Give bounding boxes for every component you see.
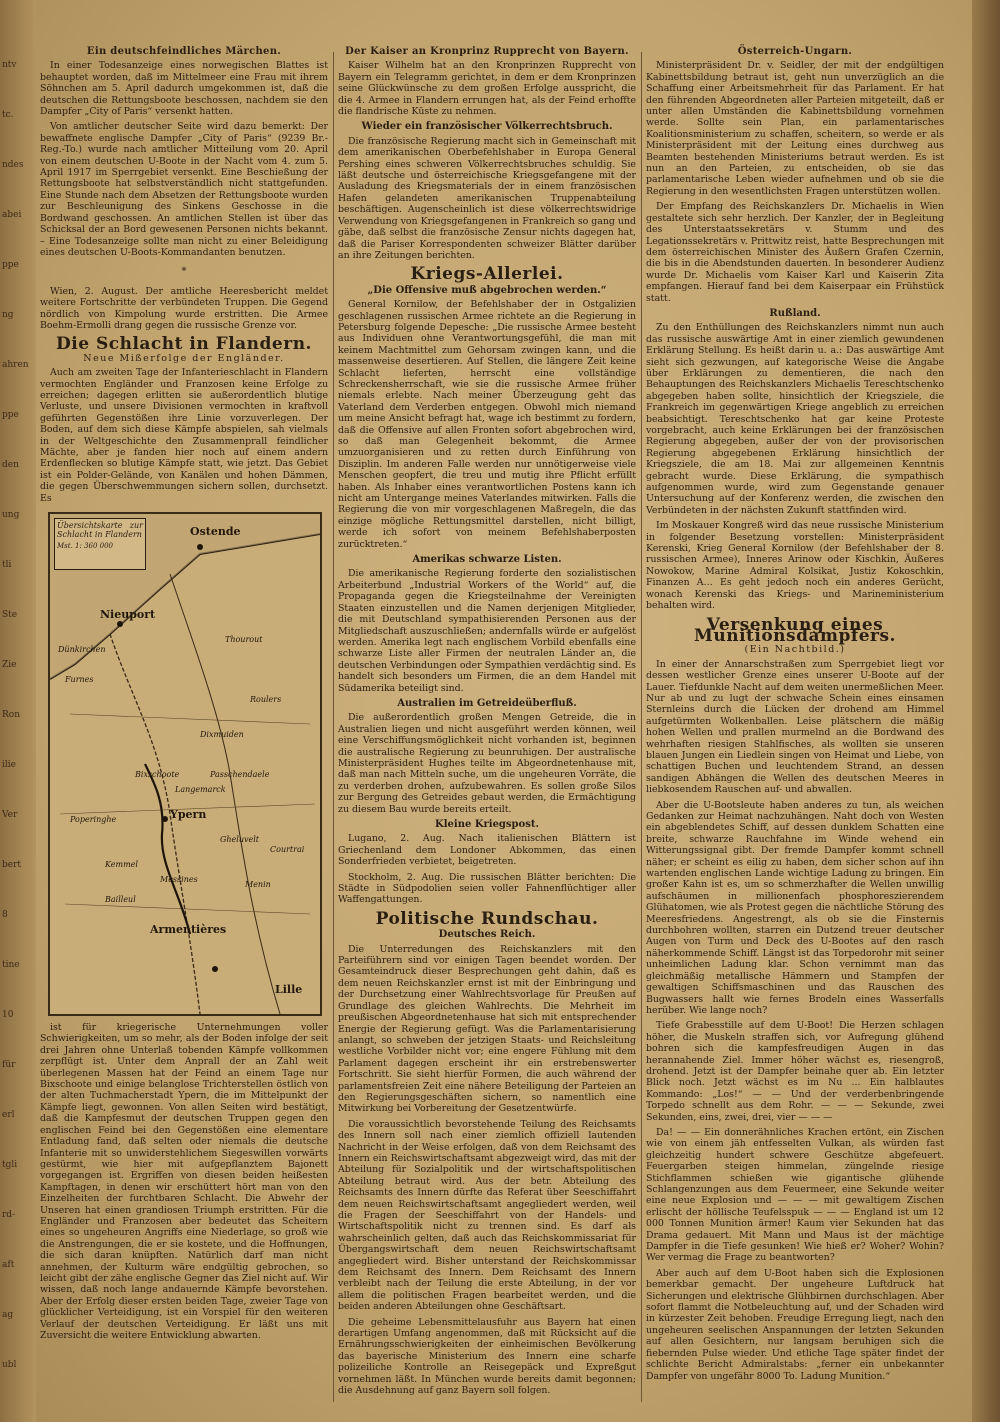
column-2 (338, 40, 636, 1410)
gutter-text-fragment: ntv (2, 60, 17, 70)
gutter-text-fragment: 10 (2, 1010, 14, 1020)
article-paragraph: Auch am zweiten Tage der Infanterieschlacht in Flandern vermochten Engländer und Franzosen keine Erfolge zu erreichen; dagegen erlitten sie außerordentlich blutige Verluste, und unsere Divisionen vermochten in kraftvoll geführten Gegenstößen ihre Linie vorzuverlegen. Der Boden, auf dem sich diese Kämpfe abspielen, sah vielmals in der Weltgeschichte den Zusammenprall feindlicher Mächte, aber je fanden hier noch auf einem andern Erdenflecken so blutige Kämpfe statt, wie jetzt. Das Gebiet ist ein Polder-Gelände, von Kanälen und hohen Dämmen, die gegen Überschwemmungen sichern sollen, durchsetzt. Es (40, 367, 328, 504)
gutter-text-fragment: rd- (2, 1210, 16, 1220)
gutter-text-fragment: tine (2, 960, 20, 970)
section-headline: Politische Rundschau. (375, 908, 599, 929)
gutter-text-fragment: Ver (2, 810, 18, 820)
article-paragraph: Lugano, 2. Aug. Nach italienischen Blättern ist Griechenland dem Londoner Abkommen, das einen Sonderfrieden verbietet, beigetreten. (338, 833, 636, 868)
article-paragraph: In einer der Annarschstraßen zum Sperrgebiet liegt vor dessen westlicher Grenze eines unserer U-Boote auf der Lauer. Tiefdunkle Nacht auf dem weiten unermeßlichen Meer. Nur ab und zu lugt der schwache Schein eines einsamen Sternleins durch die Lücken der drohend am Himmel aufgetürmten Wolkenballen. Leise plätschern die mäßig hohen Wellen und prallen murmelnd an die Bordwand des wehrhaften riesigen Stahlfisches, als wollten sie unseren blauen Jungen ein Liedlein singen von Heimat und Liebe, von schattigen Buchen und leuchtendem Strand, an dessen sandigen Abhängen die Wellen des deutschen Meeres in liebkosendem Rauschen auf- und abwallen. (646, 658, 944, 796)
gutter-text-fragment: Ste (2, 610, 18, 620)
gutter-text-fragment: tgli (2, 1160, 18, 1170)
section-subheadline: Deutsches Reich. (438, 929, 536, 941)
article-paragraph: General Kornilow, der Befehlshaber der in Ostgalizien geschlagenen russischen Armee richtete an die Regierung in Petersburg folgende Depesche: „Die russische Armee besteht aus Individuen ohne Verantwortungsgefühl, die man mit keinem Machtmittel zum Gehorsam zwingen kann, und die massenweise desertieren. Auf Stellen, die längere Zeit keine Schlacht lieferten, herrscht eine vollständige Schreckensherrschaft, wie sie die russische Armee früher niemals erlebte. Nach meiner Überzeugung geht das Vaterland dem Verderben entgegen. Obwohl mich niemand um meine Ansicht befragt hat, wage ich bestimmt zu fordern, daß die Offensive auf allen Fronten sofort abgebrochen wird, so daß man Gelegenheit bekommt, die Armee umzuorganisieren und zu retten durch Einführung von Disziplin. Im anderen Falle werden nur unnötigerweise viele Menschen geopfert, die treu und mutig ihre Pflicht erfüllt haben. Als Inhaber eines verantwortlichen Postens kann ich nicht am Untergange meines Vaterlandes mitwirken. Falls die Regierung die von mir vorgeschlagenen Maßregeln, die das einzige mögliche Rettungsmittel darstellen, nicht billigt, werde ich sofort von meinem Befehlshaberposten zurücktreten.“ (338, 299, 636, 550)
article-paragraph: Die französische Regierung macht sich in Gemeinschaft mit dem amerikanischen Oberbefehlshaber in Europa General Pershing eines schweren Völkerrechtsbruches schuldig. Sie läßt deutsche und österreichische Kriegsgefangene mit der Ausladung des Kriegsmaterials der in einem französischen Hafen gelandeten amerikanischen Truppenabteilung beschäftigen. Augenscheinlich ist diese völkerrechtswidrige Verwendung von Kriegsgefangenen in Frankreich so gang und gäbe, daß selbst die französische Zensur nichts dagegen hat, daß die Pariser Korrespondenten schweizer Blätter darüber an ihre Zeitungen berichten. (338, 135, 636, 261)
article-paragraph: Stockholm, 2. Aug. Die russischen Blätter berichten: Die Städte in Südpodolien seien voller Fahnenflüchtiger aller Waffengattungen. (338, 871, 636, 906)
article-paragraph: Die geheime Lebensmittelausfuhr aus Bayern hat einen derartigen Umfang angenommen, daß mit Rücksicht auf die Ernährungsschwierigkeiten der einheimischen Bevölkerung das bayerische Ministerium des Innern eine scharfe polizeiliche Kontrolle an Reisegepäck und Expreßgut vornehmen läßt. In München wurde bereits damit begonnen; die Ausdehnung auf ganz Bayern soll folgen. (338, 1316, 636, 1397)
map-label: Thourout (225, 635, 263, 645)
article-paragraph: Im Moskauer Kongreß wird das neue russische Ministerium in folgender Besetzung vorstellen: Ministerpräsident Kerenski, Krieg General Kornilow (der Befehlshaber der 8. russischen Armee), Inneres Arinow oder Kischkin, Äußeres Nowokow, Marine Admiral Kolsikat, Justiz Kokoschkin, Finanzen A… Es geht jedoch noch ein anderes Gerücht, wonach Kerenski das Kriegs- und Marineministerium behalten wird. (646, 520, 944, 612)
map-label: Furnes (65, 675, 94, 685)
map-label: Ypern (170, 808, 207, 822)
map-label: Nieuport (100, 608, 156, 622)
map-label: Poperinghe (70, 815, 117, 825)
article-paragraph: Kaiser Wilhelm hat an den Kronprinzen Rupprecht von Bayern ein Telegramm gerichtet, in dem er dem Kronprinzen seine Glückwünsche zu dem großen Erfolge ausspricht, die die 4. Armee in Flandern errungen hat, als der Feind erhoffte die flandrische Küste zu nehmen. (338, 60, 636, 118)
article-paragraph: Zu den Enthüllungen des Reichskanzlers nimmt nun auch das russische auswärtige Amt in einer ziemlich gewundenen Erklärung Stellung. Es heißt darin u. a.: Das auswärtige Amt sieht sich gezwungen, auf kategorische Weise die Angabe über Erklärungen zu dementieren, die nach den Behauptungen des Reichskanzlers Michaelis Tereschtschenko abgegeben haben sollte, hinsichtlich der Kriegsziele, die Frankreich im gegenwärtigen Kriege angeblich zu erreichen beabsichtigt. Tereschtschenko hat gar keine Proteste vorgebracht, auch keine Erklärungen bei der französischen Regierung abgegeben, außer der von der provisorischen Regierung abgegebenen Erklärung hinsichtlich der Kriegsziele, die am 18. Mai zur allgemeinen Kenntnis gebracht wurde. Diese Erklärung, die sympathisch aufgenommen wurde, wird zum Gegenstande genauer Untersuchung auf der Konferenz werden, die zwischen den Verbündeten in der nächsten Zukunft stattfinden wird. (646, 322, 944, 516)
article-paragraph: Die amerikanische Regierung forderte den sozialistischen Arbeiterbund „Industrial Workers of the World“ auf, die Propaganda gegen die Kriegsteilnahme der Vereinigten Staaten einzustellen und die Namen derjenigen Mitglieder, die mit Deutschland sympathisierenden Personen aus der Mitgliedschaft auszuschließen; andernfalls würde er aufgelöst werden. Amerika legt nach englischem Vorbild ebenfalls eine schwarze Liste aller Firmen der neutralen Länder an, die deutschen Verbindungen oder Sympathien verdächtig sind. Es handelt sich besonders um Firmen, die an dem Handel mit Südamerika beteiligt sind. (338, 568, 636, 694)
gutter-text-fragment: ppe (2, 410, 19, 420)
article-subheadline: (Ein Nachtbild.) (744, 644, 846, 656)
gutter-text-fragment: ppe (2, 260, 19, 270)
gutter-text-fragment: ung (2, 510, 20, 520)
map-label: Gheluvelt (220, 835, 260, 845)
article-paragraph: Tiefe Grabesstille auf dem U-Boot! Die Herzen schlagen höher, die Muskeln straffen sich, vor Aufregung glühend bohren sich die kampfesfreudigen Augen in das herannahende Ziel. Immer höher wächst es, riesengroß, drohend. Jetzt ist der Dampfer beinahe quer ab. Ein letzter Blick noch. Jetzt wächst es im Nu ... Ein halblautes Kommando: „Los!“ — — Und der verderbenbringende Torpedo schnellt aus dem Rohr. — — — Sekunde, zwei Sekunden, eins, zwei, drei, vier — — — (646, 1020, 944, 1123)
article-paragraph: Ministerpräsident Dr. v. Seidler, der mit der endgültigen Kabinettsbildung betraut ist, geht nun unverzüglich an die Schaffung einer Arbeitsmehrheit für das Parlament. Er hat den führenden Abgeordneten aller Parteien mitgeteilt, daß er unter allen Umständen die Kabinettsbildung vornehmen werde. Sollte sein Plan, ein parlamentarisches Koalitionsministerium zu schaffen, scheitern, so werde er als Ministerpräsident mit der Leitung eines durchweg aus Beamten bestehenden Ministeriums betraut werden. Es ist nun an den Parteien, zu entscheiden, ob sie das parlamentarische Leben wieder aufnehmen und ob sie die Regierung in den wesentlichsten Fragen unterstützen wollen. (646, 60, 944, 197)
gutter-text-fragment: abei (2, 210, 22, 220)
gutter-text-fragment: bert (2, 860, 22, 870)
map-label: Dünkirchen (58, 645, 106, 655)
map-label: Menin (245, 880, 271, 890)
map-label: Langemarck (175, 785, 226, 795)
gutter-text-fragment: aft (2, 1260, 15, 1270)
article-paragraph: In einer Todesanzeige eines norwegischen Blattes ist behauptet worden, daß im Mittelmeer eine Frau mit ihrem Söhnchen am 5. April dadurch umgekommen ist, daß die deutschen die Rettungsboote beschossen, nachdem sie den Dampfer „City of Paris“ versenkt hatten. (40, 60, 328, 118)
article-headline: Versenkung eines Munitionsdampfers. (694, 614, 896, 646)
gutter-text-fragment: ag (2, 1310, 14, 1320)
gutter-text-fragment: ndes (2, 160, 24, 170)
map-label: Courtrai (270, 845, 305, 855)
gutter-text-fragment: ng (2, 310, 14, 320)
gutter-text-fragment: ubl (2, 1360, 17, 1370)
gutter-text-fragment: tli (2, 560, 12, 570)
map-label: Roulers (250, 695, 282, 705)
article-heading: Ein deutschfeindliches Märchen. (86, 46, 282, 57)
column-rule (641, 52, 642, 1402)
article-heading: „Die Offensive muß abgebrochen werden.“ (367, 284, 607, 296)
map-label: Dixmuiden (200, 730, 244, 740)
column-rule (333, 52, 334, 1402)
gutter-text-fragment: 8 (2, 910, 8, 920)
article-paragraph: Aber die U-Bootsleute haben anderes zu tun, als weichen Gedanken zur Heimat nachzuhängen. Naht doch von Westen ein abgeblendetes Schiff, auf dessen dunklem Schatten eine breite, schwarze Rauchfahne im Winde wehend ein Witterungssignal gibt. Der fremde Dampfer kommt schnell näher; er scheint es eilig zu haben, dem sicher schon auf ihn wartenden englischen Lande wichtige Ladung zu bringen. Ein großer Kahn ist es, um so schmerzhafter die Wellen unwillig aufschäumen in millionenfach phosphoreszierendem Glühatomen, wie als Protest gegen die nächtliche Störung des Meeresfriedens. Angestrengt, als ob sie die Finsternis durchbohren wollten, starren ein Dutzend treuer deutscher Augen von Turm und Deck des U-Bootes auf den rasch näherkommende Schiff. Längst ist das Torpedorohr mit seiner unheimlichen Ladung klar. Schon vernimmt man das gleichmäßig metallische Hämmern und Stampfen der gewaltigen Schiffsmaschinen und das Rauschen des Bugwassers hallt wie fernes Brodeln eines Wasserfalls herüber. Wie lange noch? (646, 799, 944, 1016)
article-paragraph: Die Unterredungen des Reichskanzlers mit den Parteiführern sind vor einigen Tagen beendet worden. Der Gesamteindruck dieser Besprechungen geht dahin, daß es dem neuen Reichskanzler ernst ist mit der Einbringung und der Durchsetzung einer Wahlrechtsvorlage für Preußen auf Grundlage des gleichen Wahlrechts. Die Mehrheit im preußischen Abgeordnetenhause hat sich mit entsprechender Energie der Regierung gefügt. Was die Parlamentarisierung anlangt, so schweben der jetzigen Staats- und Reichsleitung westliche Vorbilder nicht vor; eine engere Fühlung mit dem Parlament dagegen erscheint ihr ein erstrebenswerter Fortschritt. Sie sieht hierfür Formen, die auch während der parlamentsfreien Zeit eine nähere Beteiligung der Parteien an den Regierungsgeschäften sichern, so namentlich eine Mitwirkung bei Vorbereitung der Gesetzentwürfe. (338, 943, 636, 1115)
battle-map-flanders (48, 512, 322, 1016)
map-title-box (54, 518, 146, 570)
article-paragraph: Der Empfang des Reichskanzlers Dr. Michaelis in Wien gestaltete sich sehr herzlich. Der Kanzler, der in Begleitung des Unterstaatssekretärs v. Stumm und des Legationssekretärs v. Prittwitz reist, hatte Besprechungen mit dem österreichischen Minister des Äußern Grafen Czernin, die bis in die Abendstunden dauerten. In besonderer Audienz wurde Dr. Michaelis vom Kaiser Karl und Kaiserin Zita empfangen. Hierauf fand bei dem Kaiserpaar ein Frühstück statt. (646, 201, 944, 304)
map-label: Armentières (150, 923, 227, 937)
article-heading: Wieder ein französischer Völkerrechtsbruch. (361, 121, 613, 133)
article-heading: Kleine Kriegspost. (435, 819, 539, 830)
column-1 (40, 40, 328, 1410)
map-label: Bailleul (105, 895, 136, 905)
article-paragraph: Da! — — Ein donnerähnliches Krachen ertönt, ein Zischen wie von einem jäh entfesselten Vulkan, als würden fast gleichzeitig hundert schwere Geschütze abgefeuert. Feuergarben steigen himmelan, züngelnde riesige Stichflammen schießen wie gigantische glühende Schlangenzungen aus dem Feuermeer, eine Sekunde weiter eine neue Explosion und — — — mit gewaltigem Zischen erlischt der höllische Teufelsspuk — — — England ist um 12 000 Tonnen Munition ärmer! Kaum vier Sekunden hat das Drama gedauert. Mit Mann und Maus ist der mächtige Dampfer in die Tiefe gesunken! Wie hieß er? Woher? Wohin? Wer vermag die Frage zu beantworten? (646, 1126, 944, 1264)
article-paragraph: Von amtlicher deutscher Seite wird dazu bemerkt: Der bewaffnete englische Dampfer „City of Paris“ (9239 Br.-Reg.-To.) wurde nach amtlicher Mitteilung vom 20. April von einem deutschen U-Boote in der Nacht vom 4. zum 5. April 1917 im Sperrgebiet versenkt. Eine Beschießung der Rettungsboote hat selbstverständlich nicht stattgefunden. Eine Stunde nach dem Absetzen der Rettungsboote wurden zur Beschleunigung des Sinkens Geschosse in die Bordwand geschossen. An amtlichen Stellen ist über das Schicksal der an Bord gewesenen Personen nichts bekannt. – Eine Todesanzeige sollte man nicht zu einer Beleidigung eines deutschen U-Boots-Kommandanten benutzen. (40, 121, 328, 258)
gutter-text-fragment: Ron (2, 710, 20, 720)
map-label: Passchendaele (210, 770, 270, 780)
gutter-text-fragment: ahren (2, 360, 29, 370)
gutter-text-fragment: erl (2, 1110, 15, 1120)
map-drawing (50, 514, 320, 1014)
map-label: Kemmel (105, 860, 138, 870)
separator-star: * (181, 266, 187, 278)
article-headline: Die Schlacht in Flandern. (56, 334, 312, 355)
article-paragraph: Wien, 2. August. Der amtliche Heeresbericht meldet weitere Fortschritte der verbündeten Truppen. Die Gegend nördlich von Kimpolung wurde erstritten. Die Armee Boehm-Ermolli drang gegen die russische Grenze vor. (40, 285, 328, 331)
map-label: Messines (160, 875, 198, 885)
map-title: Übersichtskarte zur Schlacht in Flandern (57, 521, 143, 540)
gutter-text-fragment: für (2, 1060, 16, 1070)
article-heading: Der Kaiser an Kronprinz Rupprecht von Bayern. (345, 46, 629, 57)
gutter-text-fragment: ilie (2, 760, 16, 770)
article-heading: Australien im Getreideüberfluß. (397, 697, 577, 709)
map-label: Lille (275, 983, 303, 997)
article-paragraph: Aber auch auf dem U-Boot haben sich die Explosionen bemerkbar gemacht. Der ungeheure Luftdruck hat Sicherungen und elektrische Glühbirnen durchschlagen. Aber sofort flammt die Notbeleuchtung auf, und der Schaden wird in kürzester Zeit behoben. Freudige Erregung liegt, nach den ungeheuren seelischen Anspannungen der letzten Sekunden auf allen Gesichtern, nur langsam beruhigen sich die fiebernden Pulse wieder. Und etliche Tage später findet der schlichte Bericht Admiralstabs: „ferner ein unbekannter Dampfer von ungefähr 8000 To. Ladung Munition.“ (646, 1267, 944, 1382)
previous-page-gutter (0, 0, 36, 1422)
map-label: Bixschoote (135, 770, 180, 780)
article-heading: Amerikas schwarze Listen. (412, 554, 562, 566)
gutter-text-fragment: tc. (2, 110, 14, 120)
page-binding-edge (972, 0, 1000, 1422)
map-label: Ostende (190, 525, 241, 539)
map-scale: Mst. 1: 360 000 (57, 542, 114, 551)
section-heading: Österreich-Ungarn. (737, 46, 853, 57)
section-heading: Rußland. (769, 307, 821, 319)
column-3 (646, 40, 944, 1410)
article-paragraph: Die außerordentlich großen Mengen Getreide, die in Australien liegen und nicht ausgeführt werden können, weil eine Verschiffungsmöglichkeit nicht vorhanden ist, beginnen die australische Regierung zu beunruhigen. Der australische Ministerpräsident Hughes teilte im Abgeordnetenhause mit, daß man nach Mitteln suche, um die ungeheuren Vorräte, die zu verderben drohen, aufzubewahren. Es sollen große Silos zur Bergung des Getreides gebaut werden, die Ermächtigung zu diesem Bau wurde bereits erteilt. (338, 712, 636, 815)
gutter-text-fragment: den (2, 460, 19, 470)
article-paragraph: Die voraussichtlich bevorstehende Teilung des Reichsamts des Innern soll nach einer ziemlich offiziell lautenden Nachricht in der Weise erfolgen, daß von dem Reichsamt des Innern ein Reichswirtschaftsamt abgezweigt wird, das mit der Abteilung für Sozialpolitik und der wirtschaftspolitischen Abteilung betraut wird. Aus der betr. Abteilung des Reichsamts des Innern dürfte das Referat über Seeschiffahrt dem neuen Reichswirtschaftsamt angegliedert werden, weil die Fragen der Seeschiffahrt von der Handels- und Wirtschaftspolitik nicht zu trennen sind. Es darf als wahrscheinlich gelten, daß auch das Reichskommissariat für Übergangswirtschaft dem neuen Reichswirtschaftsamt angegliedert wird. Bisher unterstand der Reichskommissar dem Reichsamt des Innern. Dem Reichsamt des Innern verbleibt nach der Teilung die erste Abteilung, in der vor allem die politischen Fragen bearbeitet werden, und die beiden anderen Abteilungen ohne Geschäftsart. (338, 1118, 636, 1313)
section-headline: Kriegs-Allerlei. (410, 264, 564, 285)
gutter-text-fragment: Zie (2, 660, 17, 670)
article-subheadline: Neue Mißerfolge der Engländer. (83, 352, 285, 364)
article-paragraph: ist für kriegerische Unternehmungen voller Schwierigkeiten, um so mehr, als der Boden infolge der seit drei Jahren ohne Unterlaß tobenden Kämpfe vollkommen zerpflügt ist. Unter dem Anprall der an Zahl weit überlegenen Massen hat der Feind an einem Tage nur Bixschoote und einige belanglose Trichterstellen östlich von der alten Tuchmacherstadt Ypern, die im Mittelpunkt der Kämpfe liegt, gewonnen. Von allen Seiten wird bestätigt, daß die Kampfesmut der deutschen Truppen gegen den englischen Feind bei den Gegenstößen eine elementare Entladung fand, daß selten oder niemals die deutsche Infanterie mit so unwiderstehlichem Siegeswillen vorwärts gestürmt, wie hier mit aufgepflanztem Bajonett vorgegangen ist. Ergriffen von diesen beiden heißesten Kampftagen, in denen wir erschüttert hört man von den Einzelheiten der furchtbaren Schlacht. Die Abwehr der Unseren hat einen grandiosen Triumph erstritten. Für die Engländer und Franzosen aber bedeutet das Scheitern eines so ungeheuren Angriffs eine Niederlage, so groß wie die Anstrengungen, die er sie kostete, und die Hoffnungen, die sich daran knüpften. Natürlich darf man nicht annehmen, der Kulturm wäre endgültig gebrochen, so leicht gibt der zähe englische Gegner das Ziel nicht auf. Wir wissen, daß noch lange andauernde Kämpfe bevorstehen. Aber der Erfolg dieser ersten beiden Tage, zweier Tage von glücklicher Verteidigung, ist ein Vorspiel für den weiteren Verlauf der deutschen Verteidigung. Er läßt uns mit Zuversicht die weitere Entwicklung abwarten. (40, 1022, 328, 1341)
